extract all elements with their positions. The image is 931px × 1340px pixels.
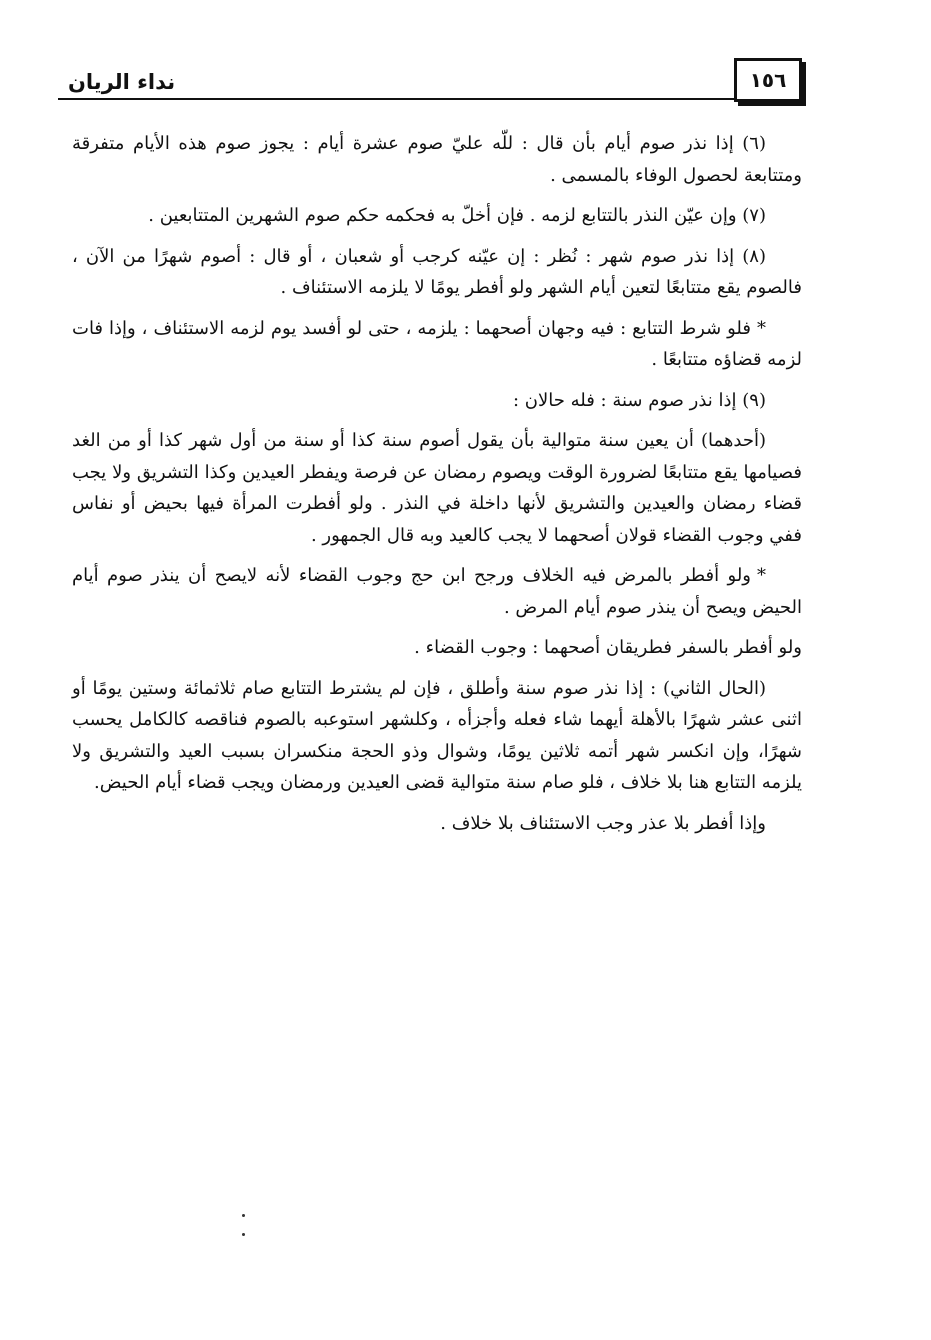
paragraph-text: (٦) إذا نذر صوم أيام بأن قال : للّه عليّ صوم عشرة أيام : يجوز صوم هذه الأيام متفرقة ومتتابعة لحصول الوفاء بالمسمى . [72,133,802,186]
asterisk-marker: * [757,317,766,339]
paragraph-text: فلو شرط التتابع : فيه وجهان أصحهما : يلزمه ، حتى لو أفسد يوم لزمه الاستئناف ، وإذا فات لزمه قضاؤه متتابعًا . [72,317,802,370]
asterisk-marker: * [757,565,766,586]
paragraph-no-excuse [72,808,802,840]
page-number: ١٥٦ [749,68,787,92]
page-number-box [734,58,802,102]
paragraph-tatabu-condition [72,313,802,376]
paragraph-6 [72,128,802,191]
paragraph-text: (الحال الثاني) : إذا نذر صوم سنة وأطلق ، فإن لم يشترط التتابع صام ثلاثمائة وستين يومًا أو اثنى عشر شهرًا بالأهلة أيهما شاء فعله وأجزأه ، وكلشهر استوعبه بالصوم فناقصه كالكامل يحسب شهرًا، وإن انكسر شهر أتمه ثلاثين يومًا، وشوال وذو الحجة منكسران بسبب العيد والتشريق ولا يلزمه التتابع هنا بلا خلاف ، فلو صام سنة متوالية قضى العيدين ورمضان ويجب قضاء أيام الحيض. [72,677,802,793]
paragraph-9 [72,385,802,417]
paragraph-text: ولو أفطر بالسفر فطريقان أصحهما : وجوب القضاء . [414,637,802,658]
stray-dots [242,1214,246,1240]
paragraph-text: (٧) وإن عيّن النذر بالتتابع لزمه . فإن أخلّ به فحكمه حكم صوم الشهرين المتتابعين . [148,205,766,226]
paragraph-text: ولو أفطر بالمرض فيه الخلاف ورجح ابن حج وجوب القضاء لأنه لايصح أن ينذر صوم أيام الحيض ويصح أن ينذر صوم أيام المرض . [72,565,802,618]
paragraph-text: (أحدهما) أن يعين سنة متوالية بأن يقول أصوم سنة كذا أو سنة من أول شهر كذا أو من الغد فصيامها يقع متتابعًا لضرورة الوقت ويصوم رمضان عن فرصة ويفطر العيدين وكذا التشريق ولا يجب قضاء رمضان والعيدين والتشريق لأنها داخلة في النذر . ولو أفطرت المرأة فيها بحيض أو نفاس ففي وجوب القضاء قولان أصحهما لا يجب كالعيد وبه قال الجمهور . [72,430,802,546]
paragraph-8 [72,241,802,304]
paragraph-text: وإذا أفطر بلا عذر وجب الاستئناف بلا خلاف . [440,812,766,834]
page-header [58,58,810,106]
body-text [72,128,802,848]
paragraph-7 [72,200,802,232]
paragraph-travel [72,632,802,664]
paragraph-first-case [72,425,802,551]
running-title: نداء الريان [68,70,176,94]
paragraph-text: (٨) إذا نذر صوم شهر : نُظر : إن عيّنه كرجب أو شعبان ، أو قال : أصوم شهرًا من الآن ، فالصوم يقع متتابعًا لتعين أيام الشهر ولو أفطر يومًا لا يلزمه الاستئناف . [72,245,802,298]
header-rule [58,98,738,100]
paragraph-illness [72,560,802,623]
paragraph-second-case [72,673,802,799]
paragraph-text: (٩) إذا نذر صوم سنة : فله حالان : [513,389,766,411]
